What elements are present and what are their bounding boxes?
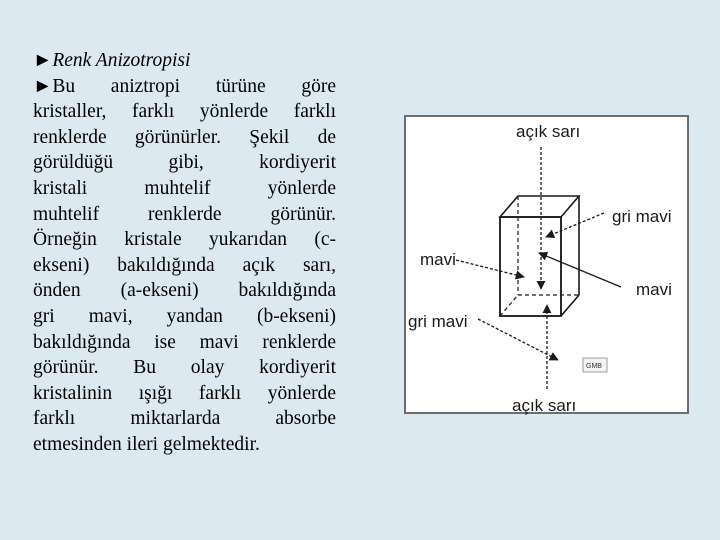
body-line: gri mavi, yandan (b-ekseni) bbox=[33, 305, 336, 327]
hidden-edges bbox=[500, 217, 579, 316]
body-line bbox=[33, 74, 336, 100]
body-line: kristalinin ışığı farklı yönlerde bbox=[33, 382, 336, 404]
body-line: farklı miktarlarda absorbe bbox=[33, 408, 336, 430]
crystal-figure bbox=[404, 115, 689, 414]
slide-text bbox=[33, 48, 336, 458]
arrow-left-lower bbox=[478, 319, 558, 360]
arrow-left-upper bbox=[456, 260, 524, 277]
title-text: Renk Anizotropisi bbox=[52, 50, 191, 71]
slide-title bbox=[33, 48, 336, 74]
label-left-upper: mavi bbox=[420, 250, 456, 269]
body-line: muhtelif renklerde görünür. bbox=[33, 203, 336, 225]
label-top: açık sarı bbox=[516, 122, 581, 141]
bullet-icon: ► bbox=[33, 50, 53, 71]
body-line: etmesinden ileri gelmektedir. bbox=[33, 433, 260, 455]
label-right-lower: mavi bbox=[636, 280, 672, 299]
body-line: kristali muhtelif yönlerde bbox=[33, 177, 336, 199]
watermark-text: GMB bbox=[586, 363, 602, 370]
crystal-front-face bbox=[500, 196, 579, 316]
body-line: görünür. Bu olay kordiyerit bbox=[33, 357, 336, 379]
bullet-icon: ► bbox=[33, 75, 53, 97]
body-text: Bu aniztropi türüne göre bbox=[52, 75, 336, 97]
body-line: renklerde görünürler. Şekil de bbox=[33, 126, 336, 148]
body-line: bakıldığında ise mavi renklerde bbox=[33, 331, 336, 353]
body-line: önden (a-ekseni) bakıldığında bbox=[33, 280, 336, 302]
body-line: ekseni) bakıldığında açık sarı, bbox=[33, 254, 336, 276]
body-line: kristaller, farklı yönlerde farklı bbox=[33, 101, 336, 123]
label-right-upper: gri mavi bbox=[612, 207, 672, 226]
light-arrows bbox=[456, 147, 621, 389]
label-left-lower: gri mavi bbox=[408, 312, 468, 331]
crystal-prism bbox=[500, 196, 579, 316]
body-line: Örneğin kristale yukarıdan (c- bbox=[33, 229, 336, 251]
body-line: görüldüğü gibi, kordiyerit bbox=[33, 152, 336, 174]
label-bottom: açık sarı bbox=[512, 396, 577, 415]
arrow-right-lower bbox=[539, 253, 621, 287]
crystal-diagram bbox=[406, 117, 691, 416]
